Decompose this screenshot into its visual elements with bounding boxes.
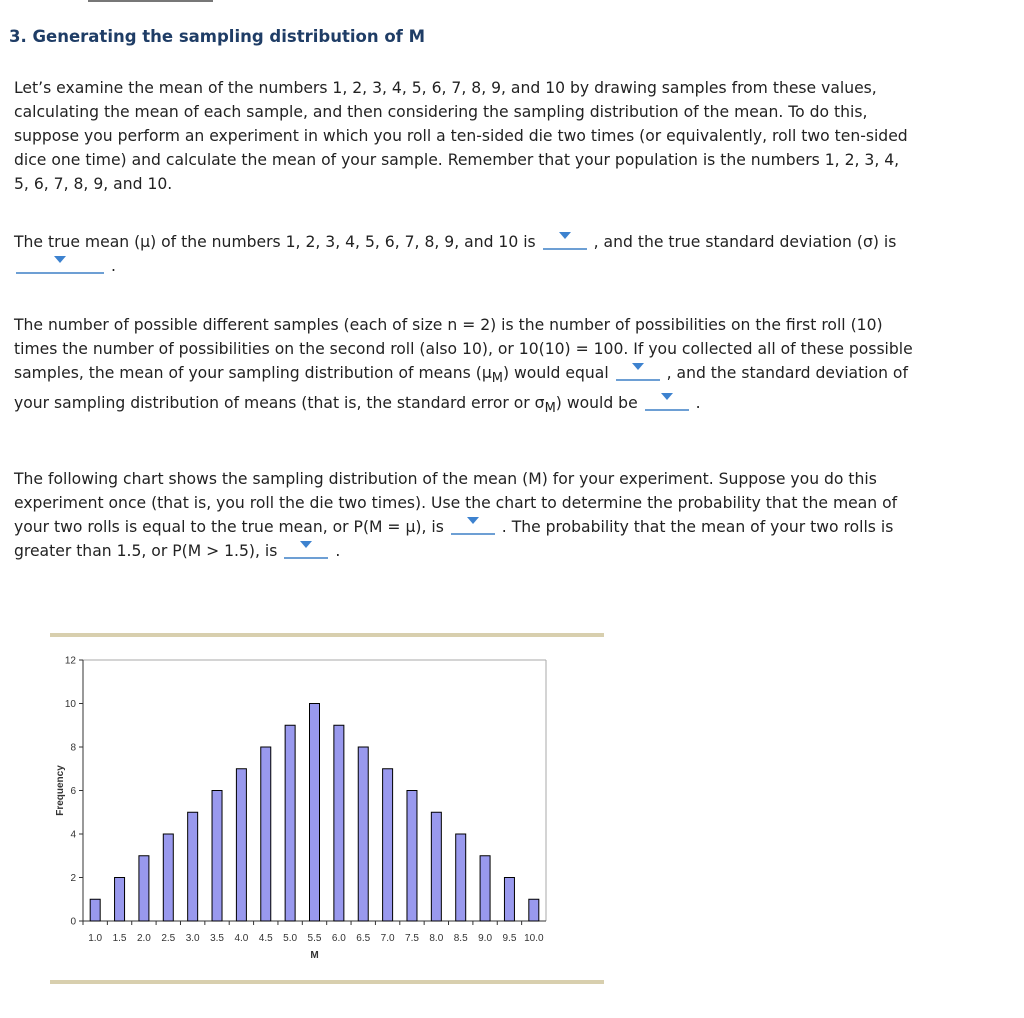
text: . xyxy=(110,257,116,275)
bar-9.0 xyxy=(480,856,490,921)
subscript: M xyxy=(544,401,556,417)
text: ) would be xyxy=(555,394,638,413)
text: . xyxy=(695,394,701,413)
intro-paragraph: Let’s examine the mean of the numbers 1, 2, 3, 4, 5, 6, 7, 8, 9, and 10 by drawing samples from these values, calculating the mean of each sample, and then considering the sampling distribution of the mean. To do this, suppose you perform an experiment in which you roll a ten-sided die two times (or equivalently, roll two ten-sided dice one time) and calculate the mean of your sample. Remember that your population is the numbers 1, 2, 3, 4, 5, 6, 7, 8, 9, and 10. xyxy=(14,79,908,193)
x-tick-label: 1.5 xyxy=(112,933,127,944)
x-tick-label: 6.0 xyxy=(331,933,346,944)
bar-6.5 xyxy=(358,747,368,921)
y-tick-label: 8 xyxy=(70,742,76,754)
bar-1.0 xyxy=(90,899,100,921)
mean-of-means-dropdown[interactable] xyxy=(616,361,660,381)
section-heading: 3. Generating the sampling distribution of M xyxy=(9,27,425,46)
text: The true mean (μ) of the numbers 1, 2, 3, 4, 5, 6, 7, 8, 9, and 10 is xyxy=(14,233,536,251)
bar-4.0 xyxy=(236,769,246,921)
x-tick-label: 8.5 xyxy=(453,933,468,944)
text: . The probability that the mean of your two rolls is greater than 1.5, or P(M > 1.5), is xyxy=(14,518,894,560)
y-axis-title: Frequency xyxy=(55,765,66,816)
bar-7.0 xyxy=(383,769,393,921)
bar-8.0 xyxy=(431,812,441,921)
chart-paragraph xyxy=(14,467,914,563)
text: . xyxy=(335,542,341,560)
x-tick-label: 9.5 xyxy=(502,933,517,944)
y-tick-label: 0 xyxy=(70,916,76,928)
x-tick-label: 4.5 xyxy=(258,933,273,944)
x-tick-label: 4.0 xyxy=(234,933,249,944)
top-divider xyxy=(88,0,213,2)
bar-9.5 xyxy=(504,878,514,922)
x-tick-label: 9.0 xyxy=(478,933,493,944)
bar-3.5 xyxy=(212,791,222,922)
text: ) would equal xyxy=(502,364,609,382)
y-tick-label: 6 xyxy=(70,786,76,797)
y-tick-label: 2 xyxy=(70,873,76,884)
bar-4.5 xyxy=(261,747,271,921)
true-mean-dropdown[interactable] xyxy=(543,230,587,250)
text: , and the true standard deviation (σ) is xyxy=(593,233,897,251)
true-mean-paragraph xyxy=(14,230,914,278)
standard-error-dropdown[interactable] xyxy=(645,391,689,411)
samples-paragraph xyxy=(14,313,914,421)
y-tick-label: 4 xyxy=(70,829,76,841)
y-tick-label: 12 xyxy=(64,655,76,667)
bar-1.5 xyxy=(115,878,125,922)
x-tick-label: 7.5 xyxy=(405,933,419,944)
y-tick-label: 10 xyxy=(64,699,76,710)
chart-top-border xyxy=(50,633,604,637)
bar-2.0 xyxy=(139,856,149,921)
x-axis-title: M xyxy=(310,950,319,961)
x-tick-label: 3.5 xyxy=(210,933,224,944)
x-tick-label: 5.0 xyxy=(283,933,298,944)
x-tick-label: 8.0 xyxy=(429,933,444,944)
text: The number of possible different samples (each of size n = 2) is the number of possibilities on the first roll (10) times the number of possibilities on the second roll (also 10), or 10(10) = 100. If you collected all of these possible samples, the mean of your sampling distribution of means (μ xyxy=(14,316,913,382)
x-tick-label: 5.5 xyxy=(307,933,322,944)
bar-2.5 xyxy=(163,834,173,921)
bar-3.0 xyxy=(188,812,198,921)
bar-10.0 xyxy=(529,899,539,921)
x-tick-label: 2.5 xyxy=(161,933,176,944)
subscript: M xyxy=(491,371,503,387)
true-sd-dropdown[interactable] xyxy=(16,254,104,274)
frequency-bar-chart xyxy=(40,640,610,970)
x-tick-label: 2.0 xyxy=(136,933,151,944)
x-tick-label: 3.0 xyxy=(185,933,200,944)
prob-equal-mean-dropdown[interactable] xyxy=(451,515,495,535)
bar-7.5 xyxy=(407,791,417,922)
x-tick-label: 6.5 xyxy=(356,933,371,944)
bar-6.0 xyxy=(334,725,344,921)
text: The following chart shows the sampling distribution of the mean (M) for your experiment. Suppose you do this experiment once (that is, you roll the die two times). Use the chart to determine the probability that the mean of your two rolls is equal to the true mean, or P(M = μ), is xyxy=(14,470,898,536)
x-tick-label: 1.0 xyxy=(88,933,103,944)
bar-5.5 xyxy=(310,704,320,922)
bar-5.0 xyxy=(285,725,295,921)
bar-8.5 xyxy=(456,834,466,921)
text: , and the standard deviation of your sampling distribution of means (that is, the standard error or σ xyxy=(14,364,908,413)
x-tick-label: 10.0 xyxy=(524,933,544,944)
prob-greater-dropdown[interactable] xyxy=(284,539,328,559)
x-tick-label: 7.0 xyxy=(380,933,395,944)
chart-bottom-border xyxy=(50,980,604,984)
